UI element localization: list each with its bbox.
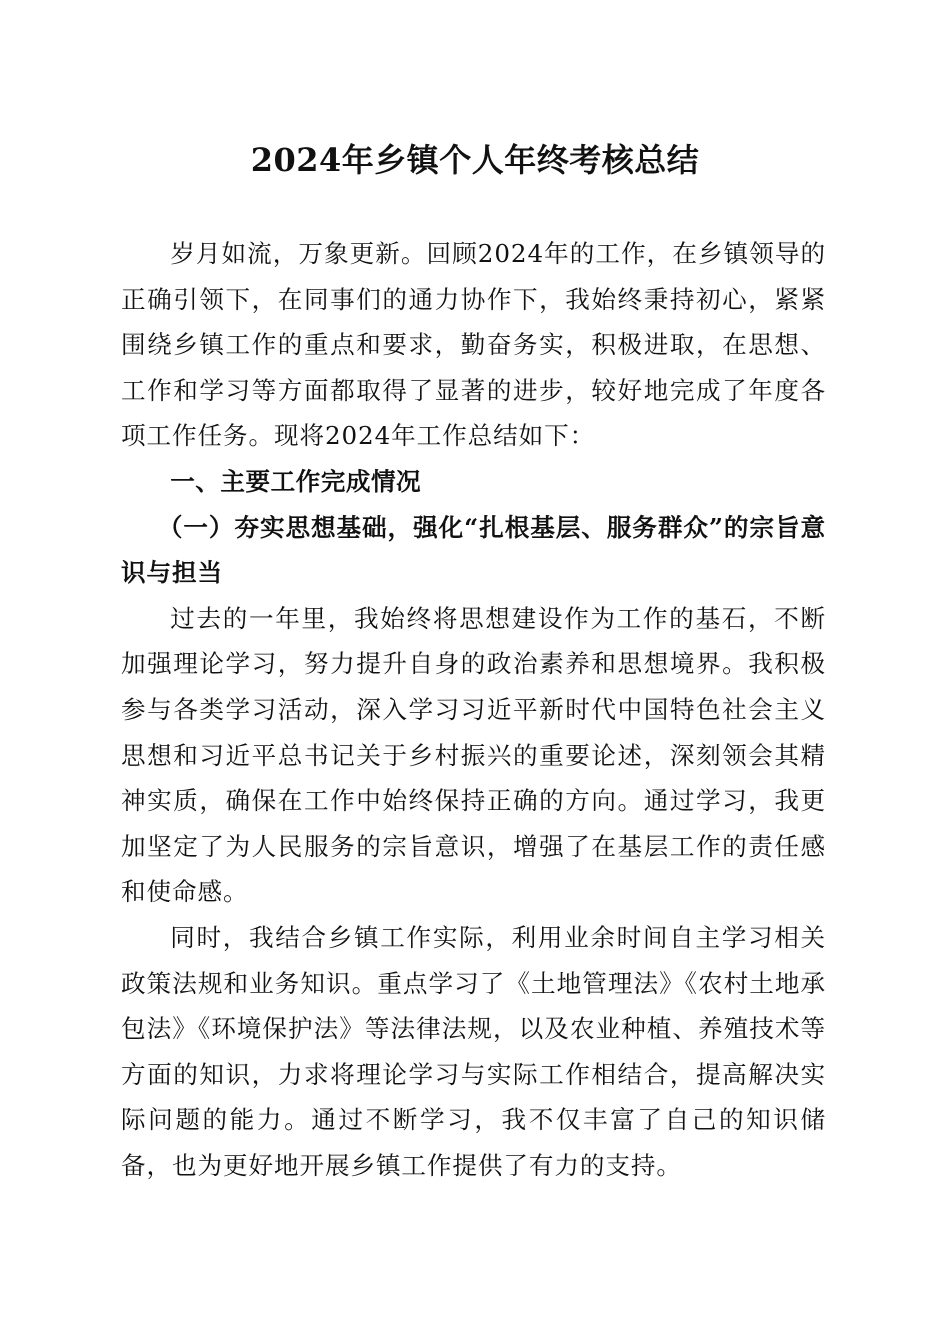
subsection-heading-ideology: （一）夯实思想基础，强化“扎根基层、服务群众”的宗旨意识与担当 [121,512,826,588]
body-paragraph: 过去的一年里，我始终将思想建设作为工作的基石，不断加强理论学习，努力提升自身的政治素养和思想境界。我积极参与各类学习活动，深入学习习近平新时代中国特色社会主义思想和习近平总书记关于乡村振兴的重要论述，深刻领会其精神实质，确保在工作中始终保持正确的方向。通过学习，我更加坚定了为人民服务的宗旨意识，增强了在基层工作的责任感和使命感。 [121,603,826,907]
intro-paragraph: 岁月如流，万象更新。回顾2024年的工作，在乡镇领导的正确引领下，在同事们的通力协作下，我始终秉持初心，紧紧围绕乡镇工作的重点和要求，勤奋务实，积极进取，在思想、工作和学习等方面都取得了显著的进步，较好地完成了年度各项工作任务。现将2024年工作总结如下： [121,239,826,451]
section-heading-main-work: 一、主要工作完成情况 [170,466,422,496]
document-title: 2024年乡镇个人年终考核总结 [250,141,700,179]
document-body [121,231,826,1188]
body-paragraph: 同时，我结合乡镇工作实际，利用业余时间自主学习相关政策法规和业务知识。重点学习了《土地管理法》《农村土地承包法》《环境保护法》等法律法规，以及农业种植、养殖技术等方面的知识，力求将理论学习与实际工作相结合，提高解决实际问题的能力。通过不断学习，我不仅丰富了自己的知识储备，也为更好地开展乡镇工作提供了有力的支持。 [121,922,826,1180]
